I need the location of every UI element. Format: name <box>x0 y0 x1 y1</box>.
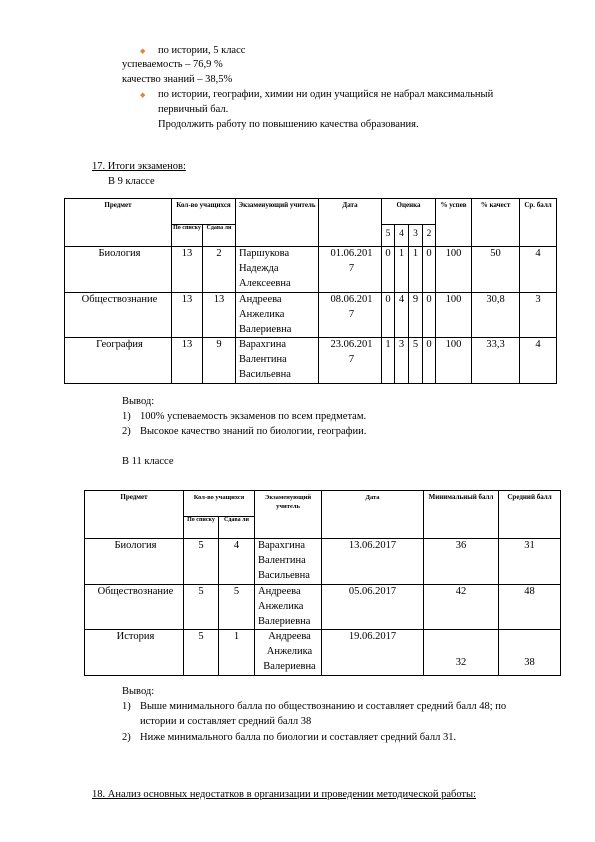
grade-11-label: В 11 классе <box>122 456 174 467</box>
col-student-count: Кол-во учащихся <box>184 491 255 517</box>
row-subject: Биология <box>65 247 172 293</box>
col-student-count: Кол-во учащихся <box>172 199 236 225</box>
intro-bullet-max-score: по истории, географии, химии ни один учащийся не набрал максимальный <box>158 89 494 100</box>
table-row <box>65 247 557 293</box>
intro-continue-work: Продолжить работу по повышению качества образования. <box>158 119 419 130</box>
row-by-list: 5 <box>184 584 219 630</box>
col-date: Дата <box>319 199 382 247</box>
col-grade-2: 2 <box>423 225 436 247</box>
row-took: 13 <box>203 292 236 338</box>
row-subject: Обществознание <box>85 584 184 630</box>
conclusion-9-title: Вывод: <box>122 396 155 407</box>
col-took: Сдава ли <box>203 225 236 247</box>
col-average: Ср. балл <box>520 199 557 247</box>
col-by-list: По списку <box>184 517 219 539</box>
intro-success-rate: успеваемость – 76,9 % <box>122 59 223 70</box>
conclusion-9-item-2: Высокое качество знаний по биологии, географии. <box>140 426 367 437</box>
row-took: 9 <box>203 338 236 384</box>
col-by-list: По списку <box>172 225 203 247</box>
intro-quality-rate: качество знаний – 38,5% <box>122 74 233 85</box>
row-by-list: 13 <box>172 292 203 338</box>
col-subject: Предмет <box>85 491 184 539</box>
row-min-score: 42 <box>424 584 499 630</box>
col-teacher: Экзаменующий учитель <box>236 199 319 247</box>
list-marker: 2) <box>122 732 131 743</box>
row-average: 48 <box>499 584 561 630</box>
row-by-list: 5 <box>184 539 219 585</box>
row-g3: 5 <box>409 338 423 384</box>
row-g2: 0 <box>423 247 436 293</box>
row-teacher: Паршукова Надежда Алексеевна <box>236 247 319 293</box>
table-row <box>85 630 561 676</box>
row-success: 100 <box>436 247 472 293</box>
intro-bullet-history: по истории, 5 класс <box>158 45 246 56</box>
row-g2: 0 <box>423 292 436 338</box>
conclusion-9-item-1: 100% успеваемость экзаменов по всем предметам. <box>140 411 367 422</box>
row-subject: Обществознание <box>65 292 172 338</box>
row-date: 23.06.201 7 <box>319 338 382 384</box>
row-subject: География <box>65 338 172 384</box>
col-grade-3: 3 <box>409 225 423 247</box>
exam-table-grade-9 <box>64 198 557 384</box>
row-teacher: Андреева Анжелика Валериевна <box>236 292 319 338</box>
col-grade-5: 5 <box>382 225 395 247</box>
row-average: 4 <box>520 338 557 384</box>
col-min-score: Минимальный балл <box>424 491 499 539</box>
row-subject: Биология <box>85 539 184 585</box>
row-average: 38 <box>499 630 561 676</box>
col-grade-4: 4 <box>395 225 409 247</box>
row-success: 100 <box>436 292 472 338</box>
row-g5: 0 <box>382 247 395 293</box>
row-average: 4 <box>520 247 557 293</box>
row-teacher: Андреева Анжелика Валериевна <box>255 630 322 676</box>
bullet-icon: ◆ <box>140 91 146 99</box>
col-date: Дата <box>322 491 424 539</box>
row-by-list: 5 <box>184 630 219 676</box>
col-subject: Предмет <box>65 199 172 247</box>
row-min-score: 32 <box>424 630 499 676</box>
list-marker: 1) <box>122 411 131 422</box>
row-teacher: Варахгина Валентина Васильевна <box>236 338 319 384</box>
row-quality: 30,8 <box>472 292 520 338</box>
row-average: 31 <box>499 539 561 585</box>
row-took: 4 <box>219 539 255 585</box>
row-took: 1 <box>219 630 255 676</box>
row-g5: 0 <box>382 292 395 338</box>
row-success: 100 <box>436 338 472 384</box>
row-by-list: 13 <box>172 338 203 384</box>
row-quality: 50 <box>472 247 520 293</box>
row-quality: 33,3 <box>472 338 520 384</box>
row-took: 2 <box>203 247 236 293</box>
row-by-list: 13 <box>172 247 203 293</box>
row-g3: 9 <box>409 292 423 338</box>
conclusion-11-item-1-cont: истории и составляет средний балл 38 <box>140 716 312 727</box>
row-g4: 1 <box>395 247 409 293</box>
row-subject: История <box>85 630 184 676</box>
intro-bullet-max-score-cont: первичный бал. <box>158 104 229 115</box>
col-average: Средний балл <box>499 491 561 539</box>
row-g2: 0 <box>423 338 436 384</box>
row-g4: 4 <box>395 292 409 338</box>
conclusion-11-title: Вывод: <box>122 686 155 697</box>
row-took: 5 <box>219 584 255 630</box>
conclusion-11-item-2: Ниже минимального балла по биологии и составляет средний балл 31. <box>140 732 457 743</box>
row-date: 01.06.201 7 <box>319 247 382 293</box>
row-teacher: Андреева Анжелика Валериевна <box>255 584 322 630</box>
bullet-icon: ◆ <box>140 47 146 55</box>
row-g3: 1 <box>409 247 423 293</box>
col-grade: Оценка <box>382 199 436 225</box>
row-average: 3 <box>520 292 557 338</box>
col-quality: % качест <box>472 199 520 247</box>
row-g5: 1 <box>382 338 395 384</box>
row-date: 05.06.2017 <box>322 584 424 630</box>
row-date: 08.06.201 7 <box>319 292 382 338</box>
row-g4: 3 <box>395 338 409 384</box>
row-min-score: 36 <box>424 539 499 585</box>
exam-table-grade-11 <box>84 490 561 676</box>
table-row <box>65 338 557 384</box>
col-teacher: Экзаменующий учитель <box>255 491 322 539</box>
list-marker: 2) <box>122 426 131 437</box>
section-18-heading: 18. Анализ основных недостатков в организации и проведении методической работы: <box>92 789 476 800</box>
table-row <box>85 584 561 630</box>
col-success: % успев <box>436 199 472 247</box>
table-row <box>65 292 557 338</box>
row-date: 13.06.2017 <box>322 539 424 585</box>
row-date: 19.06.2017 <box>322 630 424 676</box>
table-row <box>85 539 561 585</box>
conclusion-11-item-1: Выше минимального балла по обществознанию и составляет средний балл 48; по <box>140 701 507 712</box>
row-teacher: Варахгина Валентина Васильевна <box>255 539 322 585</box>
list-marker: 1) <box>122 701 131 712</box>
grade-9-label: В 9 классе <box>108 176 155 187</box>
section-17-heading: 17. Итоги экзаменов: <box>92 161 186 172</box>
col-took: Сдава ли <box>219 517 255 539</box>
